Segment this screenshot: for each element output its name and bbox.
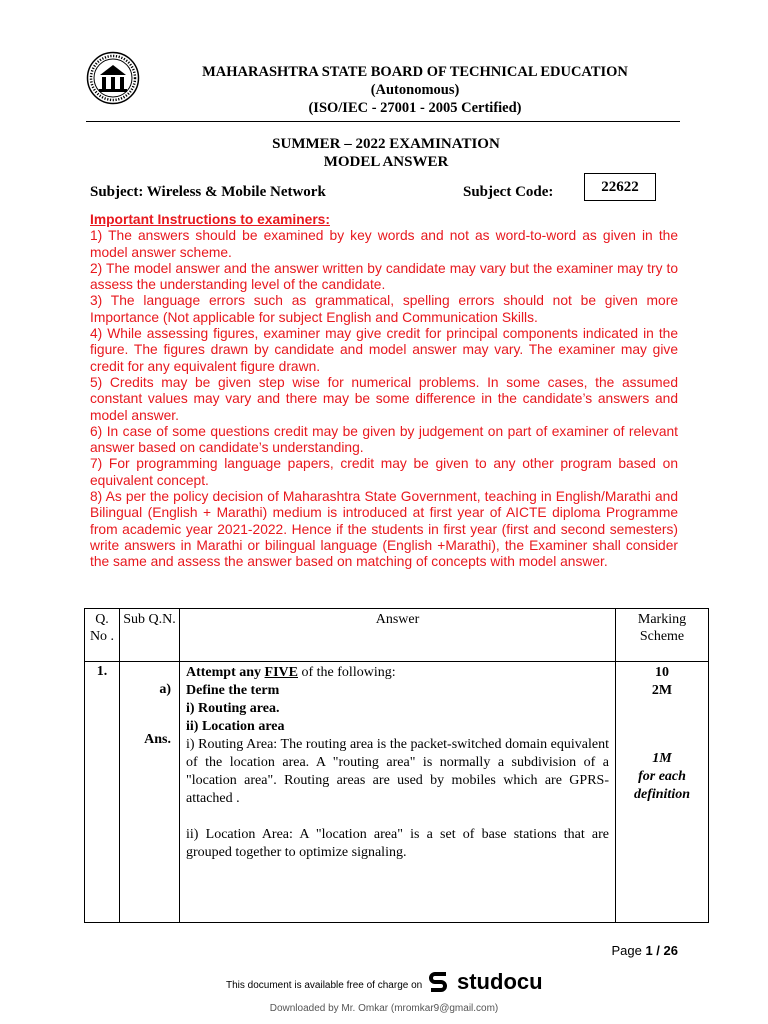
studocu-icon [426,969,452,995]
table-row [85,662,709,923]
header-divider [86,121,680,122]
attempt-instruction: Attempt any FIVE of the following: [186,665,396,680]
msbte-seal-logo [86,51,140,105]
studocu-logo[interactable] [426,969,543,995]
instruction-item: 6) In case of some questions credit may be given by judgement on part of examiner of relevant answer based on candidate’s understanding. [90,423,678,456]
instruction-item: 3) The language errors such as grammatical, spelling errors should not be given more Importance (Not applicable for subject English and Communication Skills. [90,293,678,325]
exam-subtitle: MODEL ANSWER [323,154,449,170]
download-notice: Downloaded by Mr. Omkar (mromkar9@gmail.com) [269,1003,499,1014]
instructions-heading: Important Instructions to examiners: [90,212,330,227]
instruction-item: 2) The model answer and the answer written by candidate may vary but the examiner may try to assess the understanding level of the candidate. [90,260,678,293]
question-marks: 2M [651,683,673,698]
header-answer: Answer [180,609,616,662]
header-marking-scheme: Marking Scheme [616,609,709,662]
answer-table [84,608,709,923]
table-header-row [85,609,709,662]
iso-certification: (ISO/IEC - 27001 - 2005 Certified) [308,100,522,116]
marking-cell [616,662,709,923]
availability-notice: This document is available free of charge on [226,980,423,991]
exam-title: SUMMER – 2022 EXAMINATION [272,136,500,152]
sub-question-cell [120,662,180,923]
instruction-item: 7) For programming language papers, credit may be given to any other program based on equivalent concept. [90,456,678,488]
question-number: 1. [85,662,120,923]
board-name: MAHARASHTRA STATE BOARD OF TECHNICAL EDUCATION [202,64,628,80]
subject-code-box: 22622 [584,173,656,201]
question-item: ii) Location area [186,719,285,734]
instruction-item: 8) As per the policy decision of Maharashtra State Government, teaching in English/Marathi and Bilingual (English + Marathi) medium is introduced at first year of AICTE diploma Programme from academic year 2021-2022. Hence if the students in first year (first and second semesters) write answers in Marathi or bilingual language (English +Marathi), the Examiner shall consider the same and assess the answer based on matching of concepts with model answer. [90,489,678,570]
marks-note: definition [633,787,690,802]
question-text: Define the term [186,683,280,698]
question-item: i) Routing area. [186,701,280,716]
per-definition-marks: 1M [652,751,672,766]
subject-name: Subject: Wireless & Mobile Network [90,184,326,200]
examiner-instructions [90,212,678,571]
page-number: Page 1 / 26 [611,943,678,958]
header-sub-qn: Sub Q.N. [120,609,180,662]
marks-note: for each [638,769,686,784]
instruction-item: 1) The answers should be examined by key words and not as word-to-word as given in the model answer scheme. [90,228,678,260]
total-marks: 10 [655,665,669,680]
sub-question-label: a) [159,682,171,697]
studocu-brand: studocu [457,969,543,994]
routing-area-answer: i) Routing Area: The routing area is the packet-switched domain equivalent of the location area. A "routing area" is normally a subdivision of a "location area". Routing areas are used by mobiles which are GPRS-attached . [186,737,609,806]
subject-code-label: Subject Code: [463,184,554,200]
header-q-no: Q. No . [85,609,120,662]
answer-cell [180,662,616,923]
answer-label: Ans. [144,732,171,747]
instruction-item: 4) While assessing figures, examiner may give credit for principal components indicated in the figure. The figures drawn by candidate and model answer may vary. The examiner may give credit for any equivalent figure drawn. [90,326,678,374]
instruction-item: 5) Credits may be given step wise for numerical problems. In some cases, the assumed constant values may vary and there may be some difference in the candidate’s answers and model answer. [90,374,678,423]
location-area-answer: ii) Location Area: A "location area" is a set of base stations that are grouped together to optimize signaling. [186,827,609,860]
autonomous-label: (Autonomous) [370,82,460,98]
